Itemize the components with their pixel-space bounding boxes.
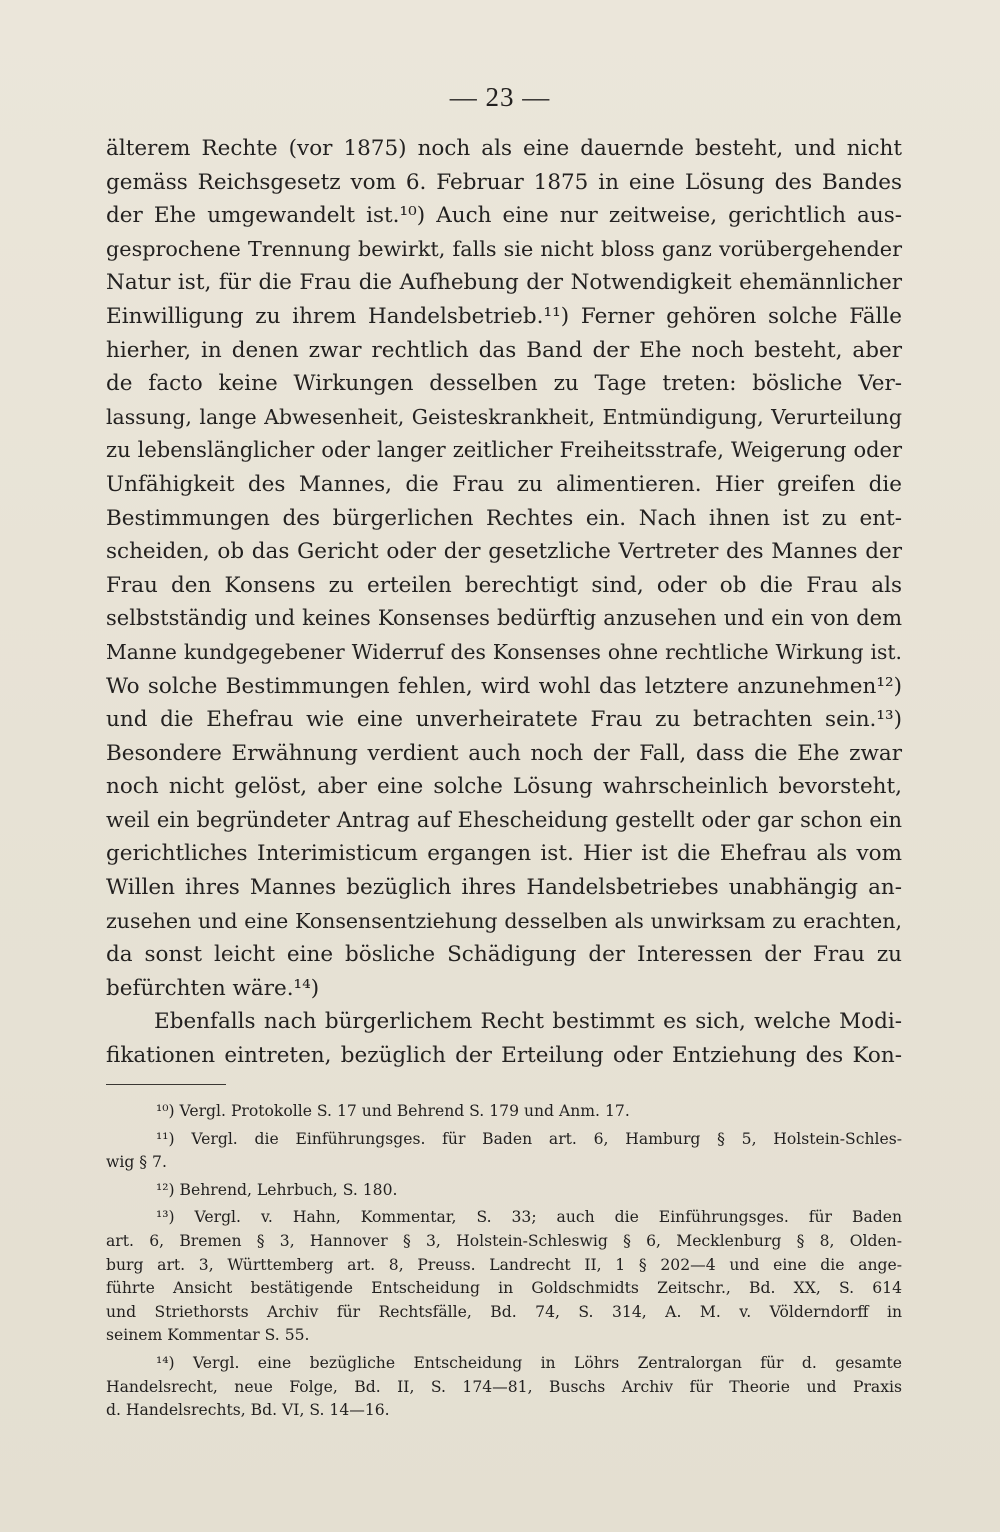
text-line: und die Ehefrau wie eine unverheiratete Frau zu betrachten sein.¹³): [106, 707, 902, 733]
footnote-10: [106, 1100, 902, 1124]
footnote-line: art. 6, Bremen § 3, Hannover § 3, Holstein-Schleswig § 6, Mecklenburg § 8, Olden-: [106, 1231, 902, 1250]
footnote-line: d. Handelsrechts, Bd. VI, S. 14—16.: [106, 1401, 390, 1420]
text-line: scheiden, ob das Gericht oder der gesetzliche Vertreter des Mannes der: [106, 539, 902, 565]
text-line: Besondere Erwähnung verdient auch noch der Fall, dass die Ehe zwar: [106, 740, 902, 766]
footnote-line: und Striethorsts Archiv für Rechtsfälle, Bd. 74, S. 314, A. M. v. Völderndorff in: [106, 1302, 902, 1321]
text-line: gerichtliches Interimisticum ergangen ist. Hier ist die Ehefrau als vom: [106, 841, 902, 867]
text-line: befürchten wäre.¹⁴): [106, 975, 320, 1001]
footnote-line: Handelsrecht, neue Folge, Bd. II, S. 174—81, Buschs Archiv für Theorie und Praxis: [106, 1377, 902, 1396]
footnote-line: ¹³) Vergl. v. Hahn, Kommentar, S. 33; auch die Einführungsges. für Baden: [156, 1208, 902, 1227]
text-line: fikationen eintreten, bezüglich der Erteilung oder Entziehung des Kon-: [106, 1043, 902, 1069]
page-number: — 23 —: [449, 82, 551, 112]
text-line: Wo solche Bestimmungen fehlen, wird wohl das letztere anzunehmen¹²): [106, 673, 902, 699]
text-line: zu lebenslänglicher oder langer zeitlicher Freiheitsstrafe, Weigerung oder: [106, 438, 902, 463]
footnote-line: burg art. 3, Württemberg art. 8, Preuss. Landrecht II, 1 § 202—4 und eine die ange-: [106, 1255, 902, 1274]
text-line: gesprochene Trennung bewirkt, falls sie nicht bloss ganz vorübergehender: [106, 236, 902, 261]
footnote-divider: [106, 1084, 226, 1085]
text-line: Einwilligung zu ihrem Handelsbetrieb.¹¹) Ferner gehören solche Fälle: [106, 303, 902, 329]
footnote-line: ¹⁴) Vergl. eine bezügliche Entscheidung in Löhrs Zentralorgan für d. gesamte: [156, 1353, 902, 1372]
footnote-line: ¹⁰) Vergl. Protokolle S. 17 und Behrend S. 179 und Anm. 17.: [156, 1102, 630, 1120]
text-line: zusehen und eine Konsensentziehung desselben als unwirksam zu erachten,: [106, 908, 902, 933]
text-line: de facto keine Wirkungen desselben zu Tage treten: bösliche Ver-: [106, 371, 902, 397]
text-line: hierher, in denen zwar rechtlich das Band der Ehe noch besteht, aber: [106, 337, 902, 363]
text-line: weil ein begründeter Antrag auf Ehescheidung gestellt oder gar schon ein: [106, 807, 902, 832]
text-line: Manne kundgegebener Widerruf des Konsenses ohne rechtliche Wirkung ist.: [106, 639, 902, 664]
text-line: der Ehe umgewandelt ist.¹⁰) Auch eine nur zeitweise, gerichtlich aus-: [106, 203, 902, 229]
footnotes: [106, 1100, 902, 1427]
footnote-13: [106, 1206, 902, 1348]
text-line: Ebenfalls nach bürgerlichem Recht bestimmt es sich, welche Modi-: [154, 1009, 902, 1035]
text-line: Bestimmungen des bürgerlichen Rechtes ein. Nach ihnen ist zu ent-: [106, 505, 902, 531]
text-line: noch nicht gelöst, aber eine solche Lösung wahrscheinlich bevorsteht,: [106, 774, 902, 800]
footnote-14: [106, 1352, 902, 1423]
text-line: da sonst leicht eine bösliche Schädigung der Interessen der Frau zu: [106, 942, 902, 968]
footnote-line: wig § 7.: [106, 1153, 167, 1172]
footnote-line: führte Ansicht bestätigende Entscheidung in Goldschmidts Zeitschr., Bd. XX, S. 614: [106, 1279, 902, 1298]
footnote-line: ¹²) Behrend, Lehrbuch, S. 180.: [156, 1180, 398, 1199]
text-line: lassung, lange Abwesenheit, Geisteskrankheit, Entmündigung, Verurteilung: [106, 404, 902, 429]
text-line: Willen ihres Mannes bezüglich ihres Handelsbetriebes unabhängig an-: [106, 875, 902, 901]
text-line: Unfähigkeit des Mannes, die Frau zu alimentieren. Hier greifen die: [106, 471, 902, 497]
text-line: älterem Rechte (vor 1875) noch als eine dauernde besteht, und nicht: [106, 136, 902, 161]
footnote-line: ¹¹) Vergl. die Einführungsges. für Baden art. 6, Hamburg § 5, Holstein-Schles-: [156, 1129, 902, 1148]
text-line: gemäss Reichsgesetz vom 6. Februar 1875 in eine Lösung des Bandes: [106, 169, 902, 195]
text-line: Natur ist, für die Frau die Aufhebung der Notwendigkeit ehemännlicher: [106, 270, 902, 296]
text-line: selbstständig und keines Konsenses bedürftig anzusehen und ein von dem: [106, 606, 902, 631]
footnote-12: [106, 1179, 902, 1203]
text-line: Frau den Konsens zu erteilen berechtigt sind, oder ob die Frau als: [106, 572, 902, 598]
footnote-line: seinem Kommentar S. 55.: [106, 1326, 310, 1345]
footnote-11: [106, 1128, 902, 1175]
main-text: [106, 132, 902, 1073]
